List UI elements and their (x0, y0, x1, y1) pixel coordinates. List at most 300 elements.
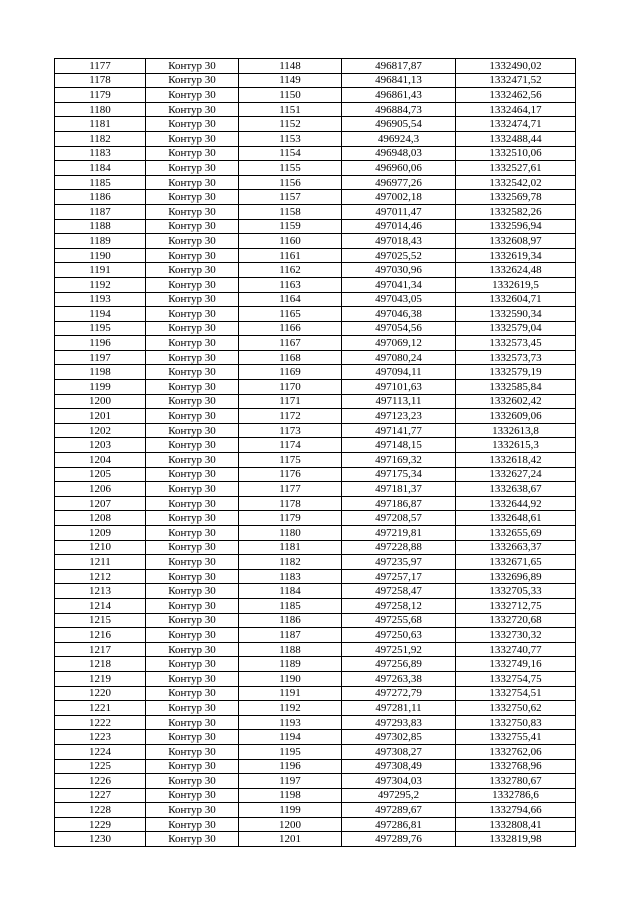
y-coordinate-cell: 1332624,48 (456, 263, 576, 278)
row-number-cell: 1214 (55, 598, 146, 613)
table-row (55, 759, 576, 774)
contour-name-cell: Контур 30 (146, 642, 239, 657)
row-number-cell: 1203 (55, 438, 146, 453)
row-number-cell: 1213 (55, 584, 146, 599)
contour-name-cell: Контур 30 (146, 117, 239, 132)
x-coordinate-cell: 497295,2 (342, 788, 456, 803)
table-row (55, 59, 576, 74)
contour-name-cell: Контур 30 (146, 234, 239, 249)
x-coordinate-cell: 497011,47 (342, 204, 456, 219)
row-number-cell: 1218 (55, 657, 146, 672)
y-coordinate-cell: 1332819,98 (456, 832, 576, 847)
contour-name-cell: Контур 30 (146, 598, 239, 613)
contour-name-cell: Контур 30 (146, 190, 239, 205)
y-coordinate-cell: 1332740,77 (456, 642, 576, 657)
table-row (55, 190, 576, 205)
table-row (55, 350, 576, 365)
x-coordinate-cell: 496960,06 (342, 161, 456, 176)
x-coordinate-cell: 497169,32 (342, 453, 456, 468)
point-number-cell: 1175 (239, 453, 342, 468)
contour-name-cell: Контур 30 (146, 759, 239, 774)
x-coordinate-cell: 496817,87 (342, 59, 456, 74)
contour-name-cell: Контур 30 (146, 102, 239, 117)
point-number-cell: 1161 (239, 248, 342, 263)
row-number-cell: 1206 (55, 482, 146, 497)
y-coordinate-cell: 1332671,65 (456, 555, 576, 570)
table-row (55, 701, 576, 716)
row-number-cell: 1178 (55, 73, 146, 88)
row-number-cell: 1208 (55, 511, 146, 526)
table-row (55, 715, 576, 730)
x-coordinate-cell: 496884,73 (342, 102, 456, 117)
table-row (55, 88, 576, 103)
table-row (55, 365, 576, 380)
contour-name-cell: Контур 30 (146, 730, 239, 745)
y-coordinate-cell: 1332573,73 (456, 350, 576, 365)
contour-name-cell: Контур 30 (146, 657, 239, 672)
contour-name-cell: Контур 30 (146, 321, 239, 336)
y-coordinate-cell: 1332619,34 (456, 248, 576, 263)
x-coordinate-cell: 497025,52 (342, 248, 456, 263)
contour-name-cell: Контур 30 (146, 788, 239, 803)
contour-name-cell: Контур 30 (146, 671, 239, 686)
point-number-cell: 1163 (239, 277, 342, 292)
x-coordinate-cell: 497289,76 (342, 832, 456, 847)
x-coordinate-cell: 497014,46 (342, 219, 456, 234)
point-number-cell: 1153 (239, 131, 342, 146)
row-number-cell: 1199 (55, 380, 146, 395)
contour-name-cell: Контур 30 (146, 263, 239, 278)
row-number-cell: 1189 (55, 234, 146, 249)
contour-name-cell: Контур 30 (146, 365, 239, 380)
point-number-cell: 1158 (239, 204, 342, 219)
point-number-cell: 1188 (239, 642, 342, 657)
x-coordinate-cell: 496948,03 (342, 146, 456, 161)
y-coordinate-cell: 1332462,56 (456, 88, 576, 103)
row-number-cell: 1221 (55, 701, 146, 716)
y-coordinate-cell: 1332762,06 (456, 744, 576, 759)
contour-name-cell: Контур 30 (146, 409, 239, 424)
point-number-cell: 1157 (239, 190, 342, 205)
row-number-cell: 1228 (55, 803, 146, 818)
point-number-cell: 1166 (239, 321, 342, 336)
y-coordinate-cell: 1332696,89 (456, 569, 576, 584)
row-number-cell: 1215 (55, 613, 146, 628)
table-row (55, 146, 576, 161)
point-number-cell: 1169 (239, 365, 342, 380)
contour-name-cell: Контур 30 (146, 526, 239, 541)
y-coordinate-cell: 1332750,83 (456, 715, 576, 730)
row-number-cell: 1183 (55, 146, 146, 161)
point-number-cell: 1174 (239, 438, 342, 453)
point-number-cell: 1182 (239, 555, 342, 570)
y-coordinate-cell: 1332754,51 (456, 686, 576, 701)
table-row (55, 569, 576, 584)
contour-name-cell: Контур 30 (146, 146, 239, 161)
contour-name-cell: Контур 30 (146, 613, 239, 628)
coordinates-table (54, 58, 576, 847)
row-number-cell: 1198 (55, 365, 146, 380)
point-number-cell: 1195 (239, 744, 342, 759)
y-coordinate-cell: 1332615,3 (456, 438, 576, 453)
table-row (55, 628, 576, 643)
table-row (55, 102, 576, 117)
contour-name-cell: Контур 30 (146, 175, 239, 190)
row-number-cell: 1230 (55, 832, 146, 847)
table-row (55, 613, 576, 628)
point-number-cell: 1172 (239, 409, 342, 424)
y-coordinate-cell: 1332510,06 (456, 146, 576, 161)
point-number-cell: 1156 (239, 175, 342, 190)
x-coordinate-cell: 497286,81 (342, 817, 456, 832)
x-coordinate-cell: 497302,85 (342, 730, 456, 745)
table-row (55, 555, 576, 570)
y-coordinate-cell: 1332750,62 (456, 701, 576, 716)
point-number-cell: 1160 (239, 234, 342, 249)
contour-name-cell: Контур 30 (146, 161, 239, 176)
y-coordinate-cell: 1332786,6 (456, 788, 576, 803)
table-row (55, 496, 576, 511)
x-coordinate-cell: 497281,11 (342, 701, 456, 716)
x-coordinate-cell: 497101,63 (342, 380, 456, 395)
contour-name-cell: Контур 30 (146, 59, 239, 74)
point-number-cell: 1199 (239, 803, 342, 818)
x-coordinate-cell: 497002,18 (342, 190, 456, 205)
y-coordinate-cell: 1332754,75 (456, 671, 576, 686)
x-coordinate-cell: 497235,97 (342, 555, 456, 570)
table-row (55, 803, 576, 818)
point-number-cell: 1191 (239, 686, 342, 701)
row-number-cell: 1200 (55, 394, 146, 409)
x-coordinate-cell: 497304,03 (342, 774, 456, 789)
row-number-cell: 1202 (55, 423, 146, 438)
contour-name-cell: Контур 30 (146, 248, 239, 263)
table-row (55, 453, 576, 468)
row-number-cell: 1179 (55, 88, 146, 103)
point-number-cell: 1181 (239, 540, 342, 555)
point-number-cell: 1183 (239, 569, 342, 584)
y-coordinate-cell: 1332590,34 (456, 307, 576, 322)
row-number-cell: 1216 (55, 628, 146, 643)
row-number-cell: 1190 (55, 248, 146, 263)
x-coordinate-cell: 497272,79 (342, 686, 456, 701)
x-coordinate-cell: 497255,68 (342, 613, 456, 628)
point-number-cell: 1168 (239, 350, 342, 365)
point-number-cell: 1196 (239, 759, 342, 774)
x-coordinate-cell: 497256,89 (342, 657, 456, 672)
table-row (55, 832, 576, 847)
contour-name-cell: Контур 30 (146, 277, 239, 292)
table-row (55, 584, 576, 599)
point-number-cell: 1152 (239, 117, 342, 132)
x-coordinate-cell: 497258,47 (342, 584, 456, 599)
y-coordinate-cell: 1332749,16 (456, 657, 576, 672)
y-coordinate-cell: 1332579,19 (456, 365, 576, 380)
x-coordinate-cell: 497080,24 (342, 350, 456, 365)
x-coordinate-cell: 497208,57 (342, 511, 456, 526)
y-coordinate-cell: 1332655,69 (456, 526, 576, 541)
x-coordinate-cell: 497043,05 (342, 292, 456, 307)
contour-name-cell: Контур 30 (146, 438, 239, 453)
point-number-cell: 1184 (239, 584, 342, 599)
x-coordinate-cell: 497219,81 (342, 526, 456, 541)
x-coordinate-cell: 497030,96 (342, 263, 456, 278)
table-row (55, 73, 576, 88)
table-row (55, 642, 576, 657)
row-number-cell: 1187 (55, 204, 146, 219)
table-row (55, 526, 576, 541)
x-coordinate-cell: 497123,23 (342, 409, 456, 424)
coordinates-table-body (55, 59, 576, 847)
contour-name-cell: Контур 30 (146, 744, 239, 759)
table-row (55, 175, 576, 190)
y-coordinate-cell: 1332527,61 (456, 161, 576, 176)
contour-name-cell: Контур 30 (146, 73, 239, 88)
row-number-cell: 1227 (55, 788, 146, 803)
contour-name-cell: Контур 30 (146, 292, 239, 307)
point-number-cell: 1155 (239, 161, 342, 176)
table-row (55, 234, 576, 249)
table-row (55, 307, 576, 322)
row-number-cell: 1212 (55, 569, 146, 584)
x-coordinate-cell: 497041,34 (342, 277, 456, 292)
contour-name-cell: Контур 30 (146, 628, 239, 643)
row-number-cell: 1201 (55, 409, 146, 424)
x-coordinate-cell: 497181,37 (342, 482, 456, 497)
contour-name-cell: Контур 30 (146, 569, 239, 584)
contour-name-cell: Контур 30 (146, 350, 239, 365)
contour-name-cell: Контур 30 (146, 88, 239, 103)
x-coordinate-cell: 496861,43 (342, 88, 456, 103)
row-number-cell: 1204 (55, 453, 146, 468)
row-number-cell: 1191 (55, 263, 146, 278)
contour-name-cell: Контур 30 (146, 467, 239, 482)
contour-name-cell: Контур 30 (146, 540, 239, 555)
y-coordinate-cell: 1332471,52 (456, 73, 576, 88)
point-number-cell: 1190 (239, 671, 342, 686)
row-number-cell: 1185 (55, 175, 146, 190)
row-number-cell: 1209 (55, 526, 146, 541)
table-row (55, 321, 576, 336)
contour-name-cell: Контур 30 (146, 817, 239, 832)
point-number-cell: 1177 (239, 482, 342, 497)
row-number-cell: 1211 (55, 555, 146, 570)
y-coordinate-cell: 1332490,02 (456, 59, 576, 74)
y-coordinate-cell: 1332644,92 (456, 496, 576, 511)
table-row (55, 263, 576, 278)
contour-name-cell: Контур 30 (146, 219, 239, 234)
point-number-cell: 1165 (239, 307, 342, 322)
contour-name-cell: Контур 30 (146, 453, 239, 468)
contour-name-cell: Контур 30 (146, 380, 239, 395)
y-coordinate-cell: 1332768,96 (456, 759, 576, 774)
point-number-cell: 1200 (239, 817, 342, 832)
point-number-cell: 1148 (239, 59, 342, 74)
table-row (55, 671, 576, 686)
table-row (55, 409, 576, 424)
row-number-cell: 1184 (55, 161, 146, 176)
table-row (55, 380, 576, 395)
y-coordinate-cell: 1332579,04 (456, 321, 576, 336)
row-number-cell: 1226 (55, 774, 146, 789)
row-number-cell: 1222 (55, 715, 146, 730)
x-coordinate-cell: 497141,77 (342, 423, 456, 438)
row-number-cell: 1180 (55, 102, 146, 117)
table-row (55, 292, 576, 307)
point-number-cell: 1179 (239, 511, 342, 526)
contour-name-cell: Контур 30 (146, 496, 239, 511)
y-coordinate-cell: 1332604,71 (456, 292, 576, 307)
table-row (55, 438, 576, 453)
contour-name-cell: Контур 30 (146, 131, 239, 146)
contour-name-cell: Контур 30 (146, 701, 239, 716)
x-coordinate-cell: 497250,63 (342, 628, 456, 643)
table-row (55, 219, 576, 234)
x-coordinate-cell: 496924,3 (342, 131, 456, 146)
row-number-cell: 1177 (55, 59, 146, 74)
point-number-cell: 1154 (239, 146, 342, 161)
row-number-cell: 1188 (55, 219, 146, 234)
y-coordinate-cell: 1332573,45 (456, 336, 576, 351)
y-coordinate-cell: 1332730,32 (456, 628, 576, 643)
table-row (55, 730, 576, 745)
row-number-cell: 1193 (55, 292, 146, 307)
row-number-cell: 1196 (55, 336, 146, 351)
contour-name-cell: Контур 30 (146, 511, 239, 526)
table-row (55, 161, 576, 176)
point-number-cell: 1185 (239, 598, 342, 613)
row-number-cell: 1210 (55, 540, 146, 555)
x-coordinate-cell: 497113,11 (342, 394, 456, 409)
y-coordinate-cell: 1332608,97 (456, 234, 576, 249)
contour-name-cell: Контур 30 (146, 832, 239, 847)
contour-name-cell: Контур 30 (146, 204, 239, 219)
x-coordinate-cell: 497069,12 (342, 336, 456, 351)
contour-name-cell: Контур 30 (146, 715, 239, 730)
x-coordinate-cell: 497186,87 (342, 496, 456, 511)
x-coordinate-cell: 497094,11 (342, 365, 456, 380)
y-coordinate-cell: 1332638,67 (456, 482, 576, 497)
row-number-cell: 1195 (55, 321, 146, 336)
point-number-cell: 1150 (239, 88, 342, 103)
table-row (55, 204, 576, 219)
contour-name-cell: Контур 30 (146, 423, 239, 438)
y-coordinate-cell: 1332613,8 (456, 423, 576, 438)
contour-name-cell: Контур 30 (146, 336, 239, 351)
point-number-cell: 1162 (239, 263, 342, 278)
x-coordinate-cell: 497251,92 (342, 642, 456, 657)
table-row (55, 117, 576, 132)
table-row (55, 482, 576, 497)
point-number-cell: 1194 (239, 730, 342, 745)
point-number-cell: 1187 (239, 628, 342, 643)
x-coordinate-cell: 497263,38 (342, 671, 456, 686)
point-number-cell: 1173 (239, 423, 342, 438)
point-number-cell: 1164 (239, 292, 342, 307)
x-coordinate-cell: 497148,15 (342, 438, 456, 453)
table-row (55, 248, 576, 263)
row-number-cell: 1192 (55, 277, 146, 292)
point-number-cell: 1186 (239, 613, 342, 628)
row-number-cell: 1219 (55, 671, 146, 686)
row-number-cell: 1194 (55, 307, 146, 322)
point-number-cell: 1198 (239, 788, 342, 803)
table-row (55, 336, 576, 351)
contour-name-cell: Контур 30 (146, 803, 239, 818)
row-number-cell: 1207 (55, 496, 146, 511)
point-number-cell: 1167 (239, 336, 342, 351)
point-number-cell: 1178 (239, 496, 342, 511)
x-coordinate-cell: 496905,54 (342, 117, 456, 132)
y-coordinate-cell: 1332648,61 (456, 511, 576, 526)
x-coordinate-cell: 497054,56 (342, 321, 456, 336)
table-row (55, 788, 576, 803)
row-number-cell: 1181 (55, 117, 146, 132)
y-coordinate-cell: 1332705,33 (456, 584, 576, 599)
table-row (55, 423, 576, 438)
x-coordinate-cell: 497289,67 (342, 803, 456, 818)
contour-name-cell: Контур 30 (146, 774, 239, 789)
y-coordinate-cell: 1332596,94 (456, 219, 576, 234)
row-number-cell: 1205 (55, 467, 146, 482)
x-coordinate-cell: 497018,43 (342, 234, 456, 249)
y-coordinate-cell: 1332720,68 (456, 613, 576, 628)
y-coordinate-cell: 1332582,26 (456, 204, 576, 219)
point-number-cell: 1149 (239, 73, 342, 88)
point-number-cell: 1159 (239, 219, 342, 234)
y-coordinate-cell: 1332794,66 (456, 803, 576, 818)
y-coordinate-cell: 1332569,78 (456, 190, 576, 205)
row-number-cell: 1220 (55, 686, 146, 701)
point-number-cell: 1197 (239, 774, 342, 789)
x-coordinate-cell: 497258,12 (342, 598, 456, 613)
x-coordinate-cell: 497308,27 (342, 744, 456, 759)
point-number-cell: 1192 (239, 701, 342, 716)
y-coordinate-cell: 1332474,71 (456, 117, 576, 132)
y-coordinate-cell: 1332488,44 (456, 131, 576, 146)
point-number-cell: 1193 (239, 715, 342, 730)
row-number-cell: 1224 (55, 744, 146, 759)
point-number-cell: 1180 (239, 526, 342, 541)
point-number-cell: 1201 (239, 832, 342, 847)
row-number-cell: 1186 (55, 190, 146, 205)
table-row (55, 686, 576, 701)
table-row (55, 467, 576, 482)
y-coordinate-cell: 1332619,5 (456, 277, 576, 292)
contour-name-cell: Контур 30 (146, 686, 239, 701)
table-row (55, 131, 576, 146)
table-row (55, 774, 576, 789)
row-number-cell: 1223 (55, 730, 146, 745)
y-coordinate-cell: 1332464,17 (456, 102, 576, 117)
point-number-cell: 1151 (239, 102, 342, 117)
x-coordinate-cell: 497257,17 (342, 569, 456, 584)
y-coordinate-cell: 1332542,02 (456, 175, 576, 190)
point-number-cell: 1171 (239, 394, 342, 409)
contour-name-cell: Контур 30 (146, 482, 239, 497)
row-number-cell: 1225 (55, 759, 146, 774)
y-coordinate-cell: 1332602,42 (456, 394, 576, 409)
y-coordinate-cell: 1332609,06 (456, 409, 576, 424)
x-coordinate-cell: 496841,13 (342, 73, 456, 88)
y-coordinate-cell: 1332663,37 (456, 540, 576, 555)
table-row (55, 657, 576, 672)
table-row (55, 817, 576, 832)
point-number-cell: 1176 (239, 467, 342, 482)
contour-name-cell: Контур 30 (146, 584, 239, 599)
y-coordinate-cell: 1332712,75 (456, 598, 576, 613)
table-row (55, 511, 576, 526)
